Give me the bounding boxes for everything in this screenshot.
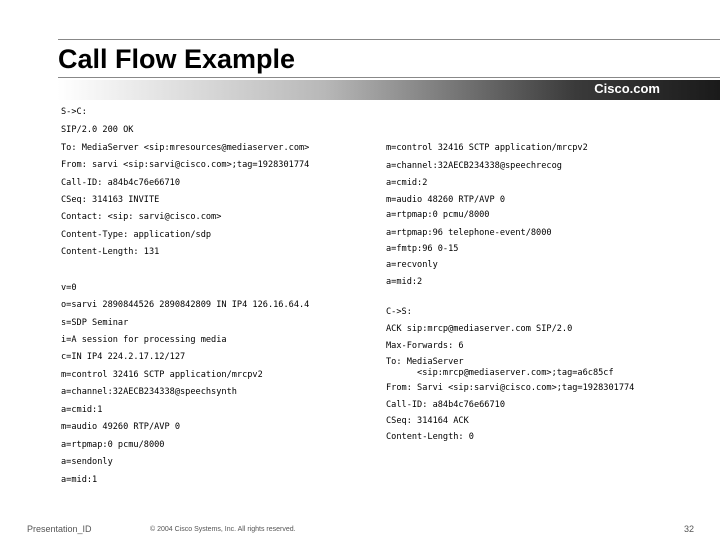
left-line: v=0 — [61, 283, 77, 293]
right-line: CSeq: 314164 ACK — [386, 416, 469, 426]
left-line: m=control 32416 SCTP application/mrcpv2 — [61, 370, 263, 380]
left-line: s=SDP Seminar — [61, 318, 129, 328]
right-line: a=channel:32AECB234338@speechrecog — [386, 161, 562, 171]
left-line: From: sarvi <sip:sarvi@cisco.com>;tag=1928301774 — [61, 160, 310, 170]
right-line: Call-ID: a84b4c76e66710 — [386, 400, 505, 410]
right-line: From: Sarvi <sip:sarvi@cisco.com>;tag=1928301774 — [386, 383, 635, 393]
right-line: m=audio 48260 RTP/AVP 0 — [386, 195, 505, 205]
right-line: Max-Forwards: 6 — [386, 341, 464, 351]
presentation-id: Presentation_ID — [27, 524, 92, 534]
left-line: To: MediaServer <sip:mresources@mediaserver.com> — [61, 143, 310, 153]
left-line: c=IN IP4 224.2.17.12/127 — [61, 352, 186, 362]
left-line: a=channel:32AECB234338@speechsynth — [61, 387, 237, 397]
right-line: To: MediaServer <sip:mrcp@mediaserver.com>;tag=a6c85cf — [386, 357, 614, 378]
right-line: a=rtpmap:96 telephone-event/8000 — [386, 228, 552, 238]
right-line: a=fmtp:96 0-15 — [386, 244, 459, 254]
right-line: a=recvonly — [386, 260, 438, 270]
copyright-text: © 2004 Cisco Systems, Inc. All rights reserved. — [150, 526, 296, 533]
left-line: a=rtpmap:0 pcmu/8000 — [61, 440, 165, 450]
right-line: m=control 32416 SCTP application/mrcpv2 — [386, 143, 588, 153]
left-line: Content-Type: application/sdp — [61, 230, 212, 240]
left-line: CSeq: 314163 INVITE — [61, 195, 160, 205]
page-number: 32 — [684, 524, 695, 534]
slide-title: Call Flow Example — [58, 44, 296, 74]
left-line: m=audio 49260 RTP/AVP 0 — [61, 422, 180, 432]
left-line: Call-ID: a84b4c76e66710 — [61, 178, 180, 188]
right-line: C->S: — [386, 307, 412, 317]
title-top-divider — [58, 39, 720, 40]
left-line: Content-Length: 131 — [61, 247, 160, 257]
title-bottom-divider — [58, 77, 720, 78]
left-line: a=mid:1 — [61, 475, 98, 485]
left-line: i=A session for processing media — [61, 335, 227, 345]
left-line: S->C: — [61, 107, 87, 117]
right-line: a=mid:2 — [386, 277, 423, 287]
right-line: Content-Length: 0 — [386, 432, 474, 442]
right-line: a=cmid:2 — [386, 178, 428, 188]
cisco-brand-link[interactable]: Cisco.com — [594, 81, 660, 96]
left-line: a=cmid:1 — [61, 405, 103, 415]
right-line: a=rtpmap:0 pcmu/8000 — [386, 210, 490, 220]
left-line: o=sarvi 2890844526 2890842809 IN IP4 126.16.64.4 — [61, 300, 310, 310]
left-line: a=sendonly — [61, 457, 113, 467]
left-line: SIP/2.0 200 OK — [61, 125, 134, 135]
right-line: ACK sip:mrcp@mediaserver.com SIP/2.0 — [386, 324, 573, 334]
left-line: Contact: <sip: sarvi@cisco.com> — [61, 212, 222, 222]
